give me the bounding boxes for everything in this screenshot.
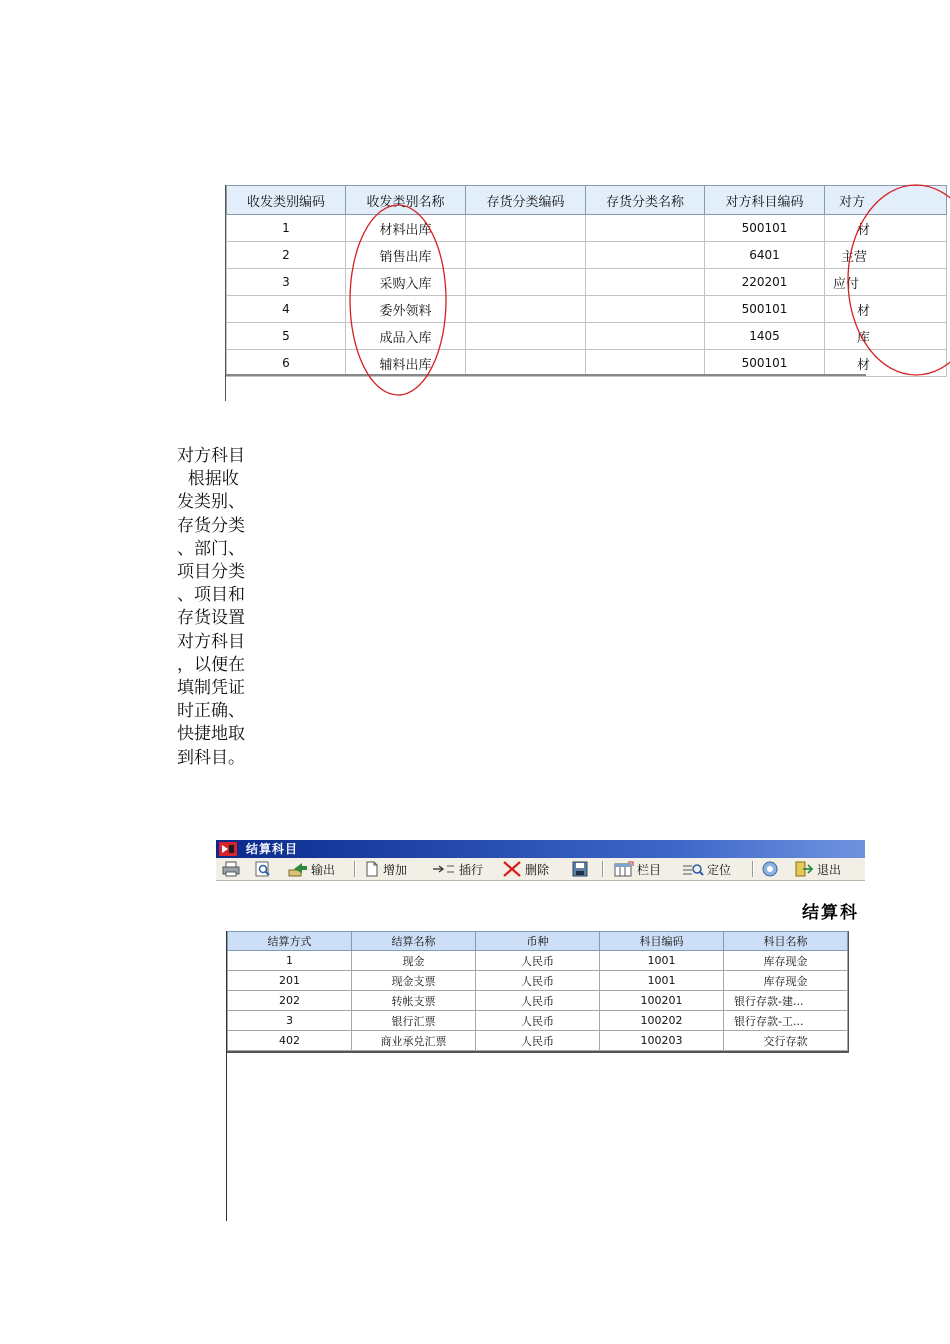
cell-subject[interactable]: 库存现金 <box>724 971 848 991</box>
insert-row-button[interactable] <box>432 858 483 880</box>
save-button[interactable] <box>572 858 588 880</box>
cell-acct-name[interactable]: 应付 <box>825 269 947 296</box>
paragraph-line: 对方科目 <box>177 631 245 652</box>
cell-inv-code[interactable] <box>466 296 586 323</box>
header-inventory-class-name[interactable]: 存货分类名称 <box>586 186 705 215</box>
cell-acct-name[interactable]: 材 <box>825 350 947 377</box>
table-row[interactable] <box>228 1011 848 1031</box>
cell-currency[interactable]: 人民币 <box>476 971 600 991</box>
paragraph-line: 、部门、 <box>177 538 245 559</box>
delete-x-icon <box>502 861 522 877</box>
columns-label: 栏目 <box>637 862 662 877</box>
header-subject-name[interactable]: 科目名称 <box>724 932 848 951</box>
add-button[interactable] <box>364 858 407 880</box>
cell-name[interactable]: 采购入库 <box>346 269 466 296</box>
table-row[interactable] <box>227 269 947 296</box>
cell-subject[interactable]: 交行存款 <box>724 1031 848 1051</box>
cell-code[interactable]: 6 <box>227 350 346 377</box>
locate-icon <box>682 861 704 877</box>
table-row[interactable] <box>227 296 947 323</box>
cell-code[interactable]: 1001 <box>600 951 724 971</box>
grid-bottom-border <box>226 374 866 376</box>
paragraph-line: 到科目。 <box>177 747 245 768</box>
print-button[interactable] <box>222 858 240 880</box>
cell-subject[interactable]: 银行存款-建... <box>724 991 848 1011</box>
cell-inv-name[interactable] <box>586 296 705 323</box>
cell-acct[interactable]: 500101 <box>705 350 825 377</box>
cell-code[interactable]: 1001 <box>600 971 724 991</box>
cell-inv-code[interactable] <box>466 215 586 242</box>
table-row[interactable] <box>227 215 947 242</box>
cell-code[interactable]: 1 <box>227 215 346 242</box>
cell-code[interactable]: 5 <box>227 323 346 350</box>
printer-icon <box>222 861 240 877</box>
toolbar-separator <box>354 861 356 877</box>
export-button[interactable] <box>288 858 335 880</box>
table-row[interactable] <box>227 350 947 377</box>
cell-inv-name[interactable] <box>586 215 705 242</box>
cell-acct[interactable]: 1405 <box>705 323 825 350</box>
cell-code[interactable]: 4 <box>227 296 346 323</box>
cell-currency[interactable]: 人民币 <box>476 1031 600 1051</box>
paragraph-line: 快捷地取 <box>177 724 245 745</box>
cell-inv-code[interactable] <box>466 269 586 296</box>
cell-name[interactable]: 成品入库 <box>346 323 466 350</box>
export-label: 输出 <box>311 862 336 877</box>
table-row[interactable] <box>228 1031 848 1051</box>
cell-name[interactable]: 商业承兑汇票 <box>352 1031 476 1051</box>
cell-inv-name[interactable] <box>586 269 705 296</box>
exit-door-icon <box>794 861 814 877</box>
inventory-category-account-grid <box>225 185 871 401</box>
preview-icon <box>254 861 272 877</box>
paragraph-line: 对方科目 <box>177 446 245 466</box>
cell-subject[interactable]: 库存现金 <box>724 951 848 971</box>
cell-name[interactable]: 材料出库 <box>346 215 466 242</box>
table-row[interactable] <box>228 951 848 971</box>
exit-button[interactable] <box>794 858 841 880</box>
header-contra-account-code[interactable]: 对方科目编码 <box>705 186 825 215</box>
header-currency[interactable]: 币种 <box>476 932 600 951</box>
cell-name[interactable]: 辅料出库 <box>346 350 466 377</box>
cell-code[interactable]: 100202 <box>600 1011 724 1031</box>
delete-label: 删除 <box>525 862 550 877</box>
cell-acct-name[interactable]: 材 <box>825 215 947 242</box>
toolbar-separator <box>752 861 754 877</box>
header-subject-code[interactable]: 科目编码 <box>600 932 724 951</box>
help-button[interactable] <box>762 858 778 880</box>
cell-method[interactable]: 402 <box>228 1031 352 1051</box>
cell-name[interactable]: 银行汇票 <box>352 1011 476 1031</box>
cell-acct-name[interactable]: 库 <box>825 323 947 350</box>
save-icon <box>572 861 588 877</box>
header-settlement-method[interactable]: 结算方式 <box>228 932 352 951</box>
table-row[interactable] <box>227 242 947 269</box>
insert-row-label: 插行 <box>459 862 484 877</box>
locate-label: 定位 <box>707 862 732 877</box>
export-icon <box>288 861 308 877</box>
cell-currency[interactable]: 人民币 <box>476 991 600 1011</box>
header-receipt-type-name[interactable]: 收发类别名称 <box>346 186 466 215</box>
table-row[interactable] <box>228 971 848 991</box>
help-icon <box>762 861 778 877</box>
paragraph-line: 项目分类 <box>177 562 245 583</box>
cell-code[interactable]: 100201 <box>600 991 724 1011</box>
cell-inv-code[interactable] <box>466 242 586 269</box>
cell-method[interactable]: 3 <box>228 1011 352 1031</box>
cell-method[interactable]: 201 <box>228 971 352 991</box>
delete-button[interactable] <box>502 858 549 880</box>
cell-acct[interactable]: 6401 <box>705 242 825 269</box>
cell-acct[interactable]: 500101 <box>705 296 825 323</box>
settlement-account-window <box>216 840 865 1220</box>
cell-currency[interactable]: 人民币 <box>476 951 600 971</box>
columns-button[interactable] <box>614 858 661 880</box>
cell-acct[interactable]: 500101 <box>705 215 825 242</box>
locate-button[interactable] <box>682 858 731 880</box>
cell-name[interactable]: 现金 <box>352 951 476 971</box>
toolbar-separator <box>602 861 604 877</box>
cell-code[interactable]: 3 <box>227 269 346 296</box>
header-receipt-type-code[interactable]: 收发类别编码 <box>227 186 346 215</box>
cell-inv-code[interactable] <box>466 350 586 377</box>
paragraph-line: 、项目和 <box>177 585 245 606</box>
settlement-grid <box>226 931 866 1221</box>
insert-row-icon <box>432 861 456 877</box>
paragraph-line: 存货分类 <box>177 515 245 536</box>
paragraph-line: 根据收 <box>177 469 239 490</box>
paragraph-line: 发类别、 <box>177 492 245 513</box>
description-paragraph <box>177 445 257 770</box>
header-inventory-class-code[interactable]: 存货分类编码 <box>466 186 586 215</box>
add-label: 增加 <box>383 862 408 877</box>
cell-name[interactable]: 现金支票 <box>352 971 476 991</box>
app-logo-icon <box>219 842 237 856</box>
cell-currency[interactable]: 人民币 <box>476 1011 600 1031</box>
cell-name[interactable]: 销售出库 <box>346 242 466 269</box>
preview-button[interactable] <box>254 858 272 880</box>
toolbar <box>216 858 865 881</box>
window-heading: 结算科 <box>802 903 859 923</box>
paragraph-line: 填制凭证 <box>177 678 245 699</box>
cell-acct[interactable]: 220201 <box>705 269 825 296</box>
cell-name[interactable]: 转帐支票 <box>352 991 476 1011</box>
cell-inv-name[interactable] <box>586 350 705 377</box>
window-title: 结算科目 <box>246 842 299 856</box>
cell-name[interactable]: 委外领料 <box>346 296 466 323</box>
cell-acct-name[interactable]: 主营 <box>825 242 947 269</box>
new-document-icon <box>364 861 380 877</box>
window-titlebar[interactable] <box>216 840 865 858</box>
cell-subject[interactable]: 银行存款-工... <box>724 1011 848 1031</box>
paragraph-line: ，以便在 <box>177 654 245 675</box>
cell-acct-name[interactable]: 材 <box>825 296 947 323</box>
exit-label: 退出 <box>817 862 842 877</box>
columns-icon <box>614 861 634 877</box>
cell-inv-code[interactable] <box>466 323 586 350</box>
header-contra-account-name[interactable]: 对方 <box>825 186 947 215</box>
cell-inv-name[interactable] <box>586 323 705 350</box>
cell-method[interactable]: 1 <box>228 951 352 971</box>
cell-inv-name[interactable] <box>586 242 705 269</box>
paragraph-line: 存货设置 <box>177 608 245 629</box>
table-row[interactable] <box>228 991 848 1011</box>
cell-code[interactable]: 100203 <box>600 1031 724 1051</box>
cell-method[interactable]: 202 <box>228 991 352 1011</box>
paragraph-line: 时正确、 <box>177 701 245 722</box>
table-row[interactable] <box>227 323 947 350</box>
cell-code[interactable]: 2 <box>227 242 346 269</box>
header-settlement-name[interactable]: 结算名称 <box>352 932 476 951</box>
settlement-table-frame <box>227 931 849 1053</box>
